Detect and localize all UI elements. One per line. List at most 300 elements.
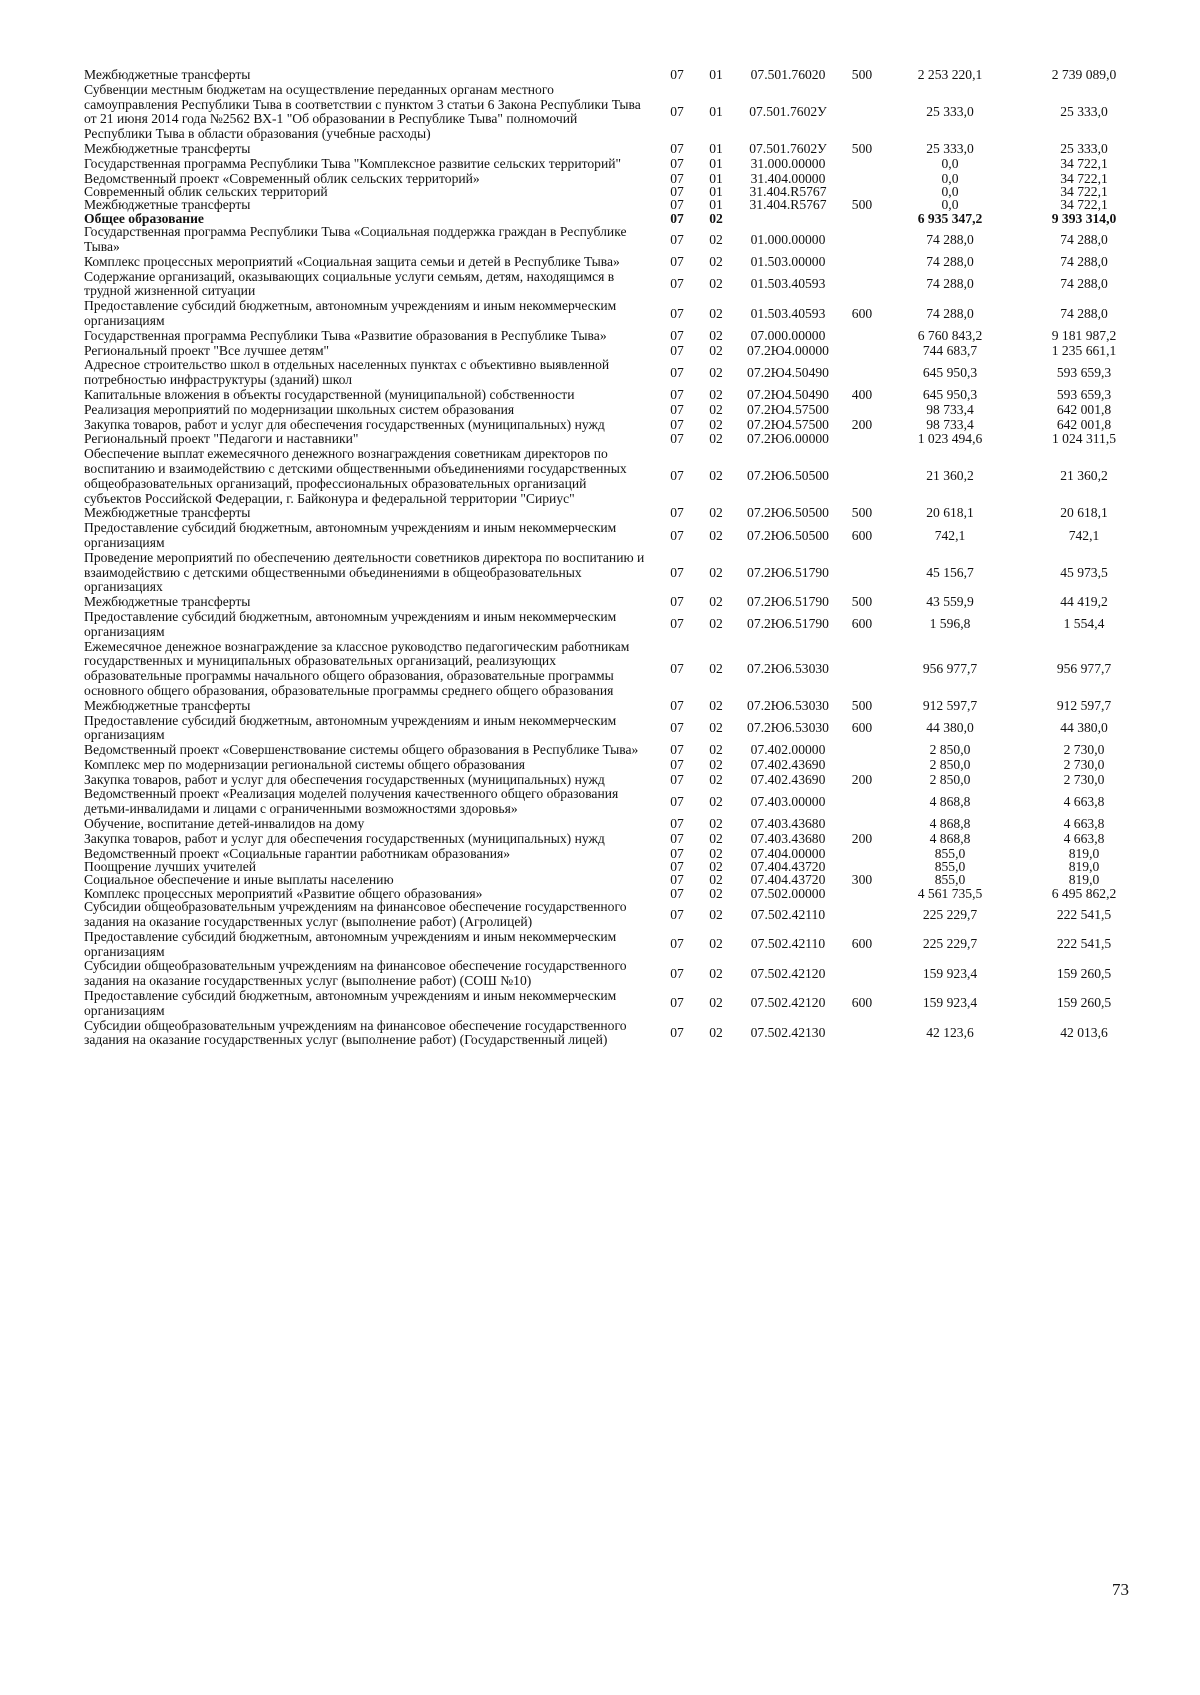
row-name: Капитальные вложения в объекты государственной (муниципальной) собственности	[84, 386, 575, 402]
table-row	[84, 959, 1150, 989]
row-amount-year2: 42 013,6	[1060, 1025, 1108, 1041]
row-subsection-code: 02	[709, 995, 723, 1011]
row-subsection-code: 02	[709, 505, 723, 521]
row-target-article: 07.402.43690	[750, 771, 826, 787]
row-subsection-code: 02	[709, 756, 723, 772]
row-target-article: 01.503.40593	[750, 305, 826, 321]
row-amount-year2: 34 722,1	[1060, 170, 1108, 186]
row-subsection-code: 02	[709, 830, 723, 846]
row-name: Межбюджетные трансферты	[84, 140, 251, 156]
row-target-article: 07.402.43690	[750, 756, 826, 772]
row-name: Социальное обеспечение и иные выплаты населению	[84, 872, 394, 888]
row-subsection-code: 02	[709, 936, 723, 952]
row-amount-year2: 222 541,5	[1056, 936, 1112, 952]
row-amount-year2: 2 739 089,0	[1051, 67, 1117, 82]
row-amount-year2: 642 001,8	[1056, 416, 1112, 432]
row-section-code: 07	[670, 936, 684, 952]
row-section-code: 07	[670, 697, 684, 713]
row-expense-type: 600	[851, 616, 873, 632]
row-amount-year1: 225 229,7	[922, 906, 978, 922]
row-amount-year1: 2 850,0	[929, 742, 971, 758]
row-name: Комплекс процессных мероприятий «Социальная защита семьи и детей в Республике Тыва»	[84, 253, 620, 269]
table-row	[84, 418, 1150, 433]
row-expense-type	[842, 1019, 882, 1049]
row-amount-year1: 0,0	[941, 183, 959, 199]
row-name: Комплекс процессных мероприятий «Развитие общего образования»	[84, 885, 483, 901]
row-target-article: 31.404.00000	[750, 170, 826, 186]
budget-table	[84, 68, 1150, 1048]
table-row	[84, 212, 1150, 225]
table-row	[84, 270, 1150, 300]
row-subsection-code: 01	[709, 140, 723, 156]
row-amount-year1: 74 288,0	[926, 305, 974, 321]
row-amount-year2: 21 360,2	[1060, 468, 1108, 484]
row-amount-year1: 98 733,4	[926, 401, 974, 417]
row-expense-type: 500	[851, 197, 873, 213]
row-section-code: 07	[670, 906, 684, 922]
row-name: Реализация мероприятий по модернизации школьных систем образования	[84, 401, 515, 417]
row-expense-type	[842, 887, 882, 900]
row-name: Межбюджетные трансферты	[84, 594, 251, 610]
row-name: Ведомственный проект «Социальные гарантии работникам образования»	[84, 845, 511, 861]
row-amount-year2: 1 235 661,1	[1051, 342, 1117, 358]
row-subsection-code: 01	[709, 67, 723, 82]
row-amount-year1: 42 123,6	[926, 1025, 974, 1041]
row-name: Ведомственный проект «Современный облик сельских территорий»	[84, 170, 480, 186]
row-amount-year1: 855,0	[934, 872, 966, 888]
row-expense-type: 400	[851, 386, 873, 402]
row-subsection-code: 02	[709, 327, 723, 343]
row-amount-year1: 1 023 494,6	[917, 431, 983, 447]
row-target-article: 31.404.R5767	[749, 197, 827, 213]
row-amount-year1: 45 156,7	[926, 564, 974, 580]
row-section-code: 07	[670, 616, 684, 632]
table-row	[84, 403, 1150, 418]
row-expense-type	[842, 758, 882, 773]
table-row	[84, 255, 1150, 270]
row-section-code: 07	[670, 197, 684, 213]
row-amount-year2: 593 659,3	[1056, 386, 1112, 402]
row-name: Адресное строительство школ в отдельных населенных пунктах с объективно выявленной потребностью инфраструктуры (зданий) школ	[84, 357, 610, 388]
row-subsection-code: 02	[709, 859, 723, 875]
table-row	[84, 225, 1150, 255]
row-name: Государственная программа Республики Тыва "Комплексное развитие сельских территорий"	[84, 155, 622, 171]
row-section-code: 07	[670, 872, 684, 888]
row-amount-year2: 222 541,5	[1056, 906, 1112, 922]
row-amount-year1: 44 380,0	[926, 719, 974, 735]
row-name: Предоставление субсидий бюджетным, автономным учреждениям и иным некоммерческим организациям	[84, 520, 617, 550]
table-row	[84, 758, 1150, 773]
row-target-article: 07.402.00000	[750, 742, 826, 758]
row-name: Ведомственный проект «Совершенствование системы общего образования в Республике Тыва»	[84, 742, 639, 758]
row-expense-type	[842, 83, 882, 142]
row-section-code: 07	[670, 468, 684, 484]
row-subsection-code: 02	[709, 845, 723, 861]
row-section-code: 07	[670, 830, 684, 846]
row-name: Субвенции местным бюджетам на осуществление переданных органам местного самоуправления Республики Тыва в соответствии с пунктом 3 статьи 6 Закона Республики Тыва от 21 июня 2014 года №2562 ВХ-1 "Об образовании в Республике Тыва" полномочий Республики Тыва в области образования (учебные расходы)	[84, 81, 641, 142]
row-amount-year1: 0,0	[941, 155, 959, 171]
row-subsection-code: 02	[709, 965, 723, 981]
row-section-code: 07	[670, 342, 684, 358]
row-amount-year2: 4 663,8	[1063, 816, 1105, 832]
table-row	[84, 388, 1150, 403]
row-subsection-code: 02	[709, 231, 723, 247]
row-target-article: 07.502.42120	[750, 965, 826, 981]
row-target-article: 07.2Ю6.51790	[747, 616, 829, 632]
row-amount-year1: 21 360,2	[926, 468, 974, 484]
row-section-code: 07	[670, 416, 684, 432]
row-subsection-code: 02	[709, 1025, 723, 1041]
table-row	[84, 887, 1150, 900]
row-section-code: 07	[670, 364, 684, 380]
row-expense-type	[842, 432, 882, 447]
row-amount-year1: 742,1	[934, 527, 966, 543]
row-name: Обучение, воспитание детей-инвалидов на дому	[84, 816, 365, 832]
row-name: Предоставление субсидий бюджетным, автономным учреждениям и иным некоммерческим организациям	[84, 988, 617, 1018]
row-target-article: 07.502.42110	[750, 906, 826, 922]
row-target-article: 07.403.43680	[750, 830, 826, 846]
row-section-code: 07	[670, 505, 684, 521]
row-name: Общее образование	[84, 210, 204, 226]
row-amount-year1: 2 850,0	[929, 771, 971, 787]
table-row	[84, 787, 1150, 817]
row-expense-type	[842, 551, 882, 595]
row-subsection-code: 02	[709, 742, 723, 758]
row-target-article: 31.000.00000	[750, 155, 826, 171]
row-section-code: 07	[670, 756, 684, 772]
row-name: Предоставление субсидий бюджетным, автономным учреждениям и иным некоммерческим организациям	[84, 712, 617, 743]
row-amount-year1: 159 923,4	[922, 965, 978, 981]
row-name: Межбюджетные трансферты	[84, 67, 251, 82]
row-name: Обеспечение выплат ежемесячного денежного вознаграждения советникам директоров по воспитанию и взаимодействию с детскими общественными объединениями государственных общеобразовательных организаций, профессиональных образовательных организаций субъектов Российской Федерации, г. Байконура и федеральной территории "Сириус"	[84, 446, 627, 506]
row-name: Поощрение лучших учителей	[84, 859, 257, 875]
row-expense-type	[842, 403, 882, 418]
table-row	[84, 817, 1150, 832]
row-target-article: 07.2Ю6.53030	[747, 660, 829, 676]
row-target-article: 07.502.00000	[750, 885, 826, 901]
row-target-article: 07.2Ю6.50500	[747, 527, 829, 543]
row-amount-year2: 74 288,0	[1060, 275, 1108, 291]
table-row	[84, 521, 1150, 551]
row-subsection-code: 02	[709, 431, 723, 447]
table-row	[84, 640, 1150, 699]
row-name: Комплекс мер по модернизации региональной системы общего образования	[84, 756, 525, 772]
row-amount-year1: 43 559,9	[926, 594, 974, 610]
row-amount-year2: 74 288,0	[1060, 253, 1108, 269]
row-subsection-code: 02	[709, 342, 723, 358]
table-row	[84, 157, 1150, 172]
row-target-article: 07.501.76020	[750, 67, 826, 82]
row-amount-year2: 912 597,7	[1056, 697, 1112, 713]
row-amount-year2: 159 260,5	[1056, 965, 1112, 981]
table-row	[84, 83, 1150, 142]
row-name: Проведение мероприятий по обеспечению деятельности советников директора по воспитанию и взаимодействию с детскими общественными объединениями в общеобразовательных организациях	[84, 549, 645, 595]
row-amount-year1: 4 868,8	[929, 816, 971, 832]
row-subsection-code: 02	[709, 697, 723, 713]
row-target-article: 07.403.43680	[750, 816, 826, 832]
row-amount-year2: 819,0	[1068, 872, 1100, 888]
row-amount-year2: 2 730,0	[1063, 756, 1105, 772]
row-subsection-code: 02	[709, 564, 723, 580]
row-section-code: 07	[670, 253, 684, 269]
table-row	[84, 714, 1150, 744]
row-amount-year2: 34 722,1	[1060, 197, 1108, 213]
row-name: Закупка товаров, работ и услуг для обеспечения государственных (муниципальных) нужд	[84, 771, 605, 787]
row-section-code: 07	[670, 327, 684, 343]
table-row	[84, 873, 1150, 886]
row-amount-year1: 2 253 220,1	[917, 67, 983, 82]
row-amount-year1: 25 333,0	[926, 140, 974, 156]
row-expense-type	[842, 640, 882, 699]
row-expense-type: 600	[851, 936, 873, 952]
row-amount-year1: 6 760 843,2	[917, 327, 983, 343]
row-subsection-code: 02	[709, 253, 723, 269]
row-expense-type: 500	[851, 140, 873, 156]
row-subsection-code: 02	[709, 210, 723, 226]
table-row	[84, 447, 1150, 506]
row-amount-year2: 20 618,1	[1060, 505, 1108, 521]
row-section-code: 07	[670, 771, 684, 787]
row-target-article	[734, 212, 842, 225]
table-row	[84, 329, 1150, 344]
row-amount-year2: 34 722,1	[1060, 155, 1108, 171]
row-expense-type	[842, 860, 882, 873]
row-amount-year1: 98 733,4	[926, 416, 974, 432]
row-section-code: 07	[670, 793, 684, 809]
row-target-article: 07.501.7602У	[749, 103, 827, 119]
row-target-article: 07.2Ю4.57500	[747, 416, 829, 432]
row-section-code: 07	[670, 170, 684, 186]
table-row	[84, 185, 1150, 198]
row-expense-type	[842, 900, 882, 930]
table-row	[84, 299, 1150, 329]
row-section-code: 07	[670, 859, 684, 875]
table-row	[84, 1019, 1150, 1049]
row-expense-type: 200	[851, 771, 873, 787]
row-expense-type	[842, 358, 882, 388]
row-subsection-code: 02	[709, 594, 723, 610]
row-target-article: 07.502.42130	[750, 1025, 826, 1041]
table-row	[84, 773, 1150, 788]
row-subsection-code: 02	[709, 305, 723, 321]
row-subsection-code: 02	[709, 793, 723, 809]
row-amount-year1: 2 850,0	[929, 756, 971, 772]
table-row	[84, 989, 1150, 1019]
row-subsection-code: 02	[709, 364, 723, 380]
row-section-code: 07	[670, 742, 684, 758]
row-subsection-code: 02	[709, 906, 723, 922]
table-row	[84, 506, 1150, 521]
row-name: Предоставление субсидий бюджетным, автономным учреждениям и иным некоммерческим организациям	[84, 298, 617, 328]
row-expense-type: 600	[851, 719, 873, 735]
row-amount-year2: 25 333,0	[1060, 140, 1108, 156]
row-section-code: 07	[670, 401, 684, 417]
row-amount-year2: 159 260,5	[1056, 995, 1112, 1011]
row-amount-year1: 855,0	[934, 845, 966, 861]
table-row	[84, 344, 1150, 359]
table-row	[84, 860, 1150, 873]
row-amount-year2: 74 288,0	[1060, 305, 1108, 321]
row-name: Государственная программа Республики Тыва «Развитие образования в Республике Тыва»	[84, 327, 607, 343]
row-amount-year1: 4 561 735,5	[917, 885, 983, 901]
row-target-article: 07.2Ю6.51790	[747, 564, 829, 580]
table-row	[84, 743, 1150, 758]
row-amount-year1: 645 950,3	[922, 386, 978, 402]
row-name: Субсидии общеобразовательным учреждениям на финансовое обеспечение государственного задания на оказание государственных услуг (выполнение работ) (СОШ №10)	[84, 958, 627, 989]
row-subsection-code: 02	[709, 885, 723, 901]
row-expense-type	[842, 212, 882, 225]
row-amount-year1: 20 618,1	[926, 505, 974, 521]
row-subsection-code: 01	[709, 197, 723, 213]
page-number: 73	[1112, 1580, 1129, 1599]
row-name: Государственная программа Республики Тыва «Социальная поддержка граждан в Республике Тыва»	[84, 224, 627, 254]
row-amount-year2: 593 659,3	[1056, 364, 1112, 380]
row-target-article: 07.2Ю6.00000	[747, 431, 829, 447]
row-section-code: 07	[670, 210, 684, 226]
row-name: Современный облик сельских территорий	[84, 183, 328, 199]
row-expense-type	[842, 959, 882, 989]
row-expense-type	[842, 847, 882, 860]
row-section-code: 07	[670, 231, 684, 247]
row-subsection-code: 02	[709, 771, 723, 787]
row-subsection-code: 02	[709, 386, 723, 402]
row-amount-year1: 855,0	[934, 859, 966, 875]
row-name: Ведомственный проект «Реализация моделей получения качественного общего образования детьми-инвалидами и лицами с ограниченными возможностями здоровья»	[84, 786, 619, 817]
row-amount-year2: 9 393 314,0	[1051, 210, 1117, 226]
row-expense-type: 500	[851, 505, 873, 521]
row-amount-year2: 2 730,0	[1063, 771, 1105, 787]
row-target-article: 01.503.00000	[750, 253, 826, 269]
row-target-article: 07.403.00000	[750, 793, 826, 809]
row-amount-year1: 0,0	[941, 197, 959, 213]
row-section-code: 07	[670, 305, 684, 321]
table-row	[84, 595, 1150, 610]
row-expense-type	[842, 329, 882, 344]
row-section-code: 07	[670, 527, 684, 543]
row-section-code: 07	[670, 816, 684, 832]
row-amount-year2: 956 977,7	[1056, 660, 1112, 676]
row-amount-year1: 225 229,7	[922, 936, 978, 952]
row-target-article: 31.404.R5767	[749, 183, 827, 199]
table-row	[84, 358, 1150, 388]
row-amount-year2: 44 380,0	[1060, 719, 1108, 735]
row-subsection-code: 02	[709, 816, 723, 832]
row-expense-type	[842, 157, 882, 172]
row-amount-year2: 819,0	[1068, 859, 1100, 875]
row-subsection-code: 01	[709, 155, 723, 171]
row-expense-type	[842, 270, 882, 300]
row-expense-type	[842, 185, 882, 198]
row-section-code: 07	[670, 965, 684, 981]
row-expense-type	[842, 225, 882, 255]
row-section-code: 07	[670, 995, 684, 1011]
row-expense-type: 600	[851, 305, 873, 321]
row-amount-year2: 4 663,8	[1063, 793, 1105, 809]
row-amount-year1: 25 333,0	[926, 103, 974, 119]
row-target-article: 07.2Ю6.51790	[747, 594, 829, 610]
row-expense-type: 200	[851, 416, 873, 432]
row-name: Межбюджетные трансферты	[84, 505, 251, 521]
row-name: Региональный проект "Педагоги и наставники"	[84, 431, 359, 447]
row-amount-year1: 912 597,7	[922, 697, 978, 713]
row-amount-year2: 34 722,1	[1060, 183, 1108, 199]
row-expense-type	[842, 344, 882, 359]
row-amount-year1: 0,0	[941, 170, 959, 186]
row-expense-type: 500	[851, 697, 873, 713]
row-target-article: 07.000.00000	[750, 327, 826, 343]
row-amount-year1: 1 596,8	[929, 616, 971, 632]
row-amount-year2: 25 333,0	[1060, 103, 1108, 119]
row-target-article: 07.404.43720	[750, 872, 826, 888]
row-subsection-code: 02	[709, 527, 723, 543]
row-name: Межбюджетные трансферты	[84, 197, 251, 213]
row-section-code: 07	[670, 67, 684, 82]
row-target-article: 07.502.42110	[750, 936, 826, 952]
row-amount-year2: 6 495 862,2	[1051, 885, 1117, 901]
row-name: Субсидии общеобразовательным учреждениям на финансовое обеспечение государственного задания на оказание государственных услуг (выполнение работ) (Агролицей)	[84, 899, 627, 930]
row-subsection-code: 01	[709, 103, 723, 119]
row-amount-year1: 159 923,4	[922, 995, 978, 1011]
table-row	[84, 930, 1150, 960]
row-amount-year1: 6 935 347,2	[917, 210, 983, 226]
table-row	[84, 699, 1150, 714]
row-section-code: 07	[670, 386, 684, 402]
row-amount-year2: 2 730,0	[1063, 742, 1105, 758]
row-subsection-code: 01	[709, 183, 723, 199]
row-section-code: 07	[670, 719, 684, 735]
budget-table-body	[84, 68, 1150, 1048]
row-name: Предоставление субсидий бюджетным, автономным учреждениям и иным некоммерческим организациям	[84, 928, 617, 959]
row-section-code: 07	[670, 594, 684, 610]
row-name: Предоставление субсидий бюджетным, автономным учреждениям и иным некоммерческим организациям	[84, 608, 617, 639]
row-amount-year2: 642 001,8	[1056, 401, 1112, 417]
row-section-code: 07	[670, 275, 684, 291]
row-subsection-code: 02	[709, 616, 723, 632]
table-row	[84, 198, 1150, 211]
table-row	[84, 432, 1150, 447]
row-subsection-code: 02	[709, 660, 723, 676]
row-amount-year1: 74 288,0	[926, 253, 974, 269]
row-target-article: 07.2Ю4.00000	[747, 342, 829, 358]
row-amount-year1: 4 868,8	[929, 793, 971, 809]
table-row	[84, 68, 1150, 83]
row-expense-type: 200	[851, 830, 873, 846]
row-target-article: 07.2Ю4.50490	[747, 364, 829, 380]
row-subsection-code: 02	[709, 468, 723, 484]
row-amount-year1: 956 977,7	[922, 660, 978, 676]
row-expense-type	[842, 255, 882, 270]
row-section-code: 07	[670, 1025, 684, 1041]
row-name: Региональный проект "Все лучшее детям"	[84, 342, 330, 358]
row-expense-type: 600	[851, 995, 873, 1011]
table-row	[84, 172, 1150, 185]
row-target-article: 07.2Ю6.53030	[747, 697, 829, 713]
row-target-article: 07.502.42120	[750, 995, 826, 1011]
row-target-article: 07.2Ю4.50490	[747, 386, 829, 402]
row-section-code: 07	[670, 431, 684, 447]
row-section-code: 07	[670, 845, 684, 861]
row-name: Закупка товаров, работ и услуг для обеспечения государственных (муниципальных) нужд	[84, 416, 605, 432]
table-row	[84, 900, 1150, 930]
table-row	[84, 832, 1150, 847]
row-section-code: 07	[670, 660, 684, 676]
row-target-article: 07.404.43720	[750, 859, 826, 875]
row-subsection-code: 01	[709, 170, 723, 186]
row-expense-type	[842, 172, 882, 185]
row-subsection-code: 02	[709, 401, 723, 417]
row-section-code: 07	[670, 103, 684, 119]
row-subsection-code: 02	[709, 872, 723, 888]
